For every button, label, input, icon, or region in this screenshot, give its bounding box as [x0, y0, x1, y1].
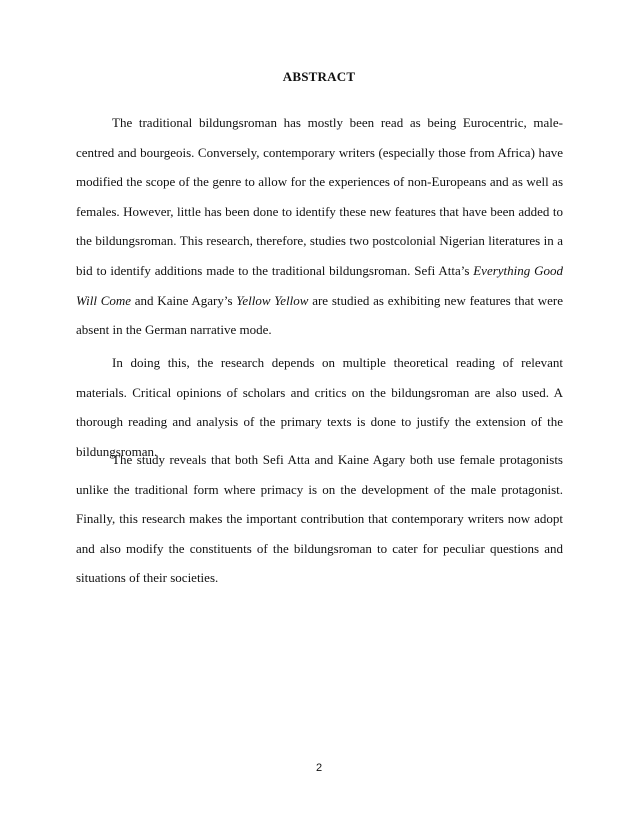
paragraph-3-text: The study reveals that both Sefi Atta and Kaine Agary both use female protagonists unlike the traditional form where primacy is on the development of the male protagonist. Finally, this research makes the important contribution that contemporary writers now adopt and also modify the constituents of the bildungsroman to cater for peculiar questions and situations of their societies. [76, 452, 563, 586]
abstract-paragraph-3 [76, 445, 563, 593]
book-title-everything-good-will-come: Everything Good Will Come [76, 262, 564, 308]
paragraph-1-text-a: The traditional bildungsroman has mostly been read as being Eurocentric, male-centred and bourgeois. Conversely, contemporary writers (especially those from Africa) have modified the scope of the genre to allow for the experiences of non-Europeans and as well as females. However, little has been done to identify these new features that have been added to the bildungsroman. This research, therefore, studies two postcolonial Nigerian literatures in a bid to identify additions made to the traditional bildungsroman. Sefi Atta’s [76, 115, 563, 278]
page-number: 2 [315, 762, 323, 774]
abstract-heading: ABSTRACT [282, 69, 356, 84]
paragraph-1-text-c: are studied as exhibiting new features that were absent in the German narrative mode. [76, 292, 563, 338]
paragraph-2-text: In doing this, the research depends on multiple theoretical reading of relevant materials. Critical opinions of scholars and critics on the bildungsroman are also used. A thorough reading and analysis of the primary texts is done to justify the extension of the bildungsroman. [76, 355, 563, 459]
abstract-paragraph-1 [76, 108, 563, 345]
book-title-yellow-yellow: Yellow Yellow [236, 292, 309, 308]
paragraph-1-text-b: and Kaine Agary’s [131, 292, 237, 308]
